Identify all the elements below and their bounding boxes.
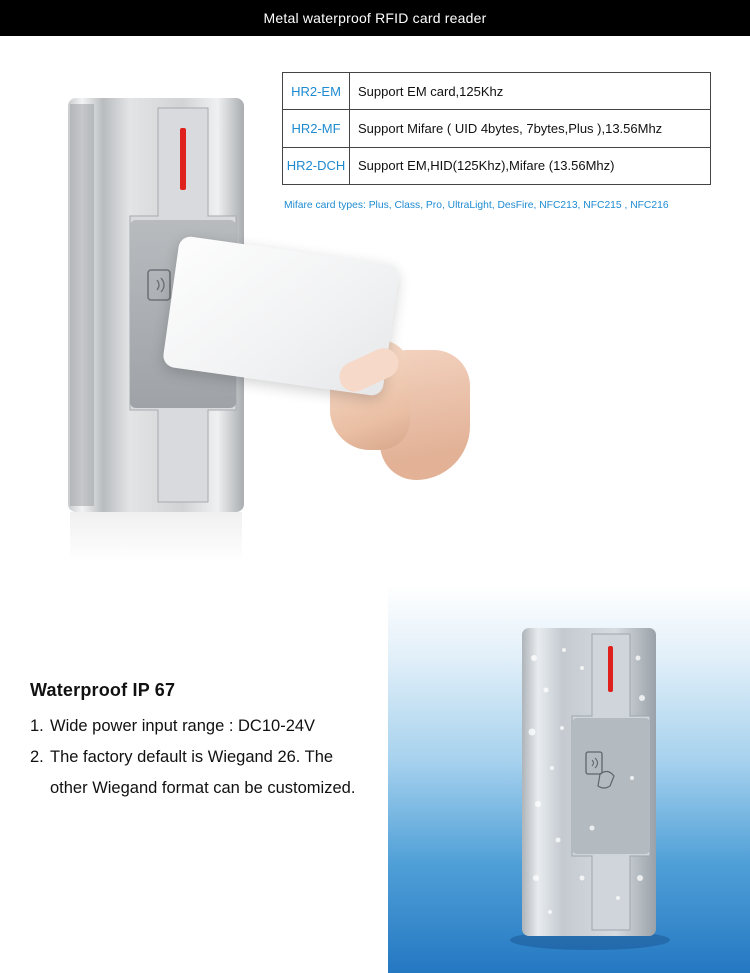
wet-reader-panel: [572, 718, 650, 854]
item-number: 2.: [30, 748, 44, 766]
description-cell: Support EM card,125Khz: [350, 73, 711, 110]
features-section: [30, 680, 390, 804]
wet-led-indicator: [608, 646, 613, 692]
item-number: 1.: [30, 717, 44, 735]
table-row: [283, 110, 711, 147]
features-list: [30, 711, 390, 804]
table-row: [283, 73, 711, 110]
features-title: Waterproof IP 67: [30, 680, 176, 700]
description-cell: Support EM,HID(125Khz),Mifare (13.56Mhz): [350, 147, 711, 184]
item-text: Wide power input range : DC10-24V: [50, 717, 316, 735]
mifare-card-types-note: Mifare card types: Plus, Class, Pro, UltraLight, DesFire, NFC213, NFC215 , NFC216: [284, 200, 669, 211]
led-indicator: [180, 128, 186, 190]
page-banner: [0, 0, 750, 36]
banner-title: Metal waterproof RFID card reader: [263, 10, 487, 26]
waterproof-reader-image: [522, 628, 656, 936]
description-cell: Support Mifare ( UID 4bytes, 7bytes,Plus ),13.56Mhz: [350, 110, 711, 147]
reader-reflection: [70, 512, 242, 562]
spec-table: [282, 72, 711, 185]
model-cell: HR2-EM: [283, 73, 350, 110]
list-item: [30, 742, 390, 804]
item-text: The factory default is Wiegand 26. The: [50, 748, 334, 766]
model-cell: HR2-DCH: [283, 147, 350, 184]
item-text-continuation: other Wiegand format can be customized.: [50, 779, 356, 797]
list-item: [30, 711, 390, 742]
model-cell: HR2-MF: [283, 110, 350, 147]
table-row: [283, 147, 711, 184]
